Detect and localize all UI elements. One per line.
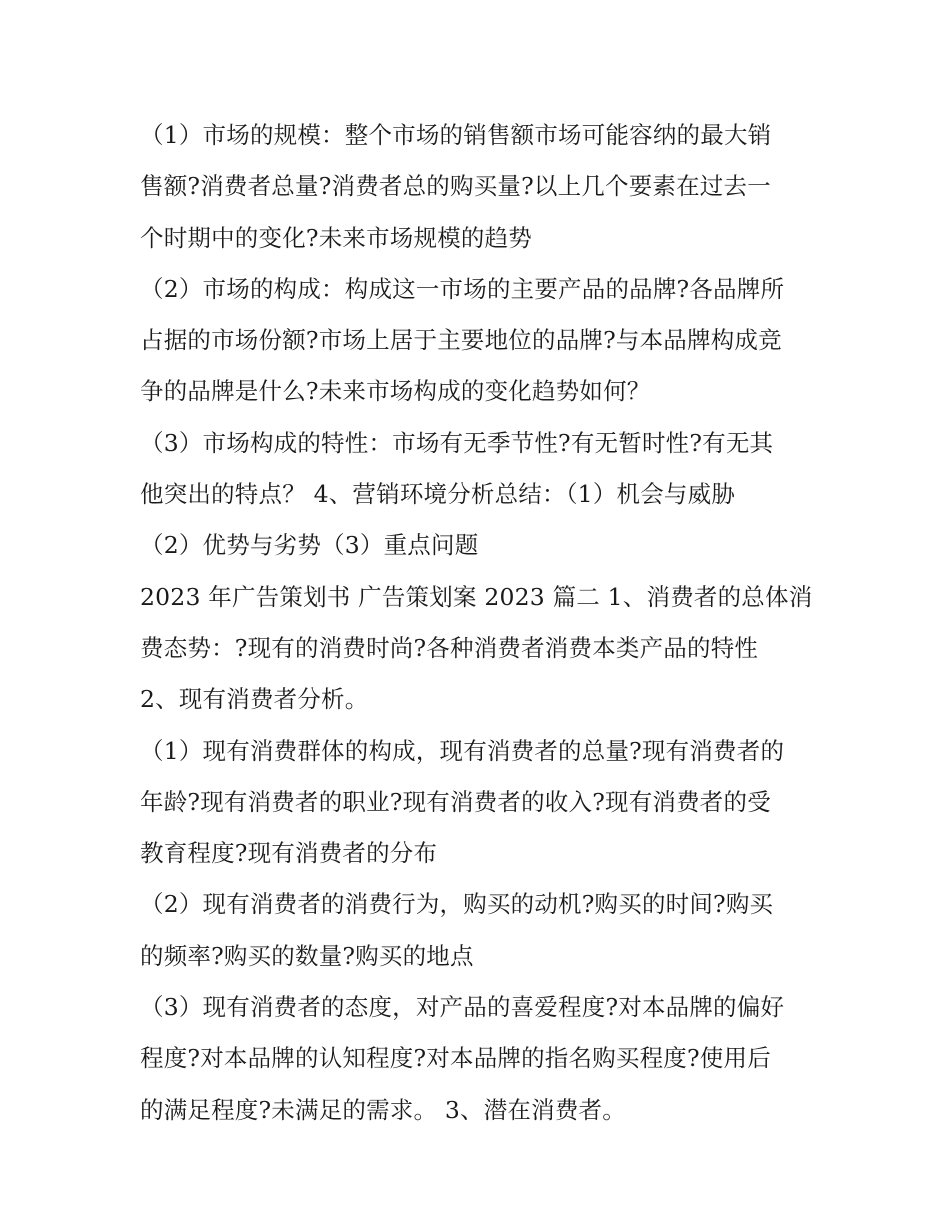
text-line: （2）现有消费者的消费行为，购买的动机?购买的时间?购买 [140,890,774,919]
text-line: 的频率?购买的数量?购买的地点 [140,941,474,970]
text-line: 的满足程度?未满足的需求。 3、潜在消费者。 [140,1095,626,1124]
text-line: （3）市场构成的特性：市场有无季节性?有无暂时性?有无其 [140,428,774,457]
text-line: 程度?对本品牌的认知程度?对本品牌的指名购买程度?使用后 [140,1044,771,1073]
text-line: 争的品牌是什么?未来市场构成的变化趋势如何？ [140,377,651,406]
text-line: 年龄?现有消费者的职业?现有消费者的收入?现有消费者的受 [140,787,771,816]
body-text [140,110,820,1136]
text-line: 占据的市场份额?市场上居于主要地位的品牌?与本品牌构成竞 [140,326,782,355]
text-line: （3）现有消费者的态度，对产品的喜爱程度?对本品牌的偏好 [140,993,785,1022]
text-line: （2）市场的构成：构成这一市场的主要产品的品牌?各品牌所 [140,274,785,303]
text-line: 售额?消费者总量?消费者总的购买量?以上几个要素在过去一 [140,172,771,201]
text-line: 个时期中的变化?未来市场规模的趋势 [140,223,532,252]
text-line: （1）现有消费群体的构成，现有消费者的总量?现有消费者的 [140,736,785,765]
text-line: 教育程度?现有消费者的分布 [140,839,438,868]
text-line: （2）优势与劣势（3）重点问题 [140,531,479,560]
text-line: （1）市场的规模：整个市场的销售额市场可能容纳的最大销 [140,121,772,149]
text-line: 2、现有消费者分析。 [140,685,369,714]
text-line: 2023 年广告策划书 广告策划案 2023 篇二 1、消费者的总体消 [140,582,813,611]
text-line: 他突出的特点？ 4、营销环境分析总结：（1）机会与威胁 [140,480,736,509]
text-line: 费态势：?现有的消费时尚?各种消费者消费本类产品的特性 [140,633,759,662]
